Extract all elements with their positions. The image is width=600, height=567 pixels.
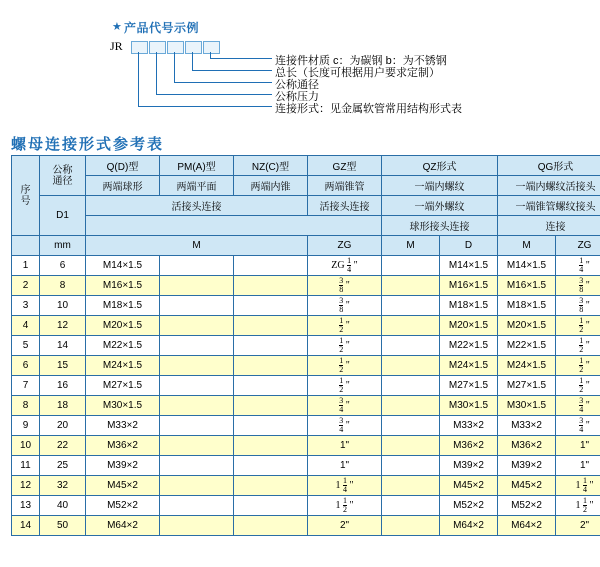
legend-label-connection-type: 连接形式：见金属软管常用结构形式表 — [275, 103, 462, 115]
header-unit-zg2: ZG — [556, 236, 600, 256]
cell-gz: $\frac{1}{2}$ " — [308, 376, 382, 396]
table-row — [12, 516, 600, 536]
cell-nz — [234, 456, 308, 476]
cell-qg-zg: 1 $\frac{1}{4}$ " — [556, 476, 600, 496]
header-desc-pm: 两端平面 — [160, 176, 234, 196]
cell-pm — [160, 396, 234, 416]
cell-qd: M16×1.5 — [86, 276, 160, 296]
header-row-desc1 — [12, 176, 600, 196]
cell-nz — [234, 276, 308, 296]
cell-qz-m — [382, 416, 440, 436]
header-row-desc3 — [12, 216, 600, 236]
cell-seq: 13 — [12, 496, 40, 516]
header-unit-mm: mm — [40, 236, 86, 256]
cell-qz-d: M30×1.5 — [440, 396, 498, 416]
header-connect: 连接 — [498, 216, 600, 236]
code-box-3 — [167, 41, 184, 54]
header-unit-d: D — [440, 236, 498, 256]
cell-dn: 6 — [40, 256, 86, 276]
cell-qz-d: M18×1.5 — [440, 296, 498, 316]
cell-gz: $\frac{3}{4}$ " — [308, 396, 382, 416]
cell-qz-m — [382, 516, 440, 536]
cell-qg-zg: $\frac{3}{4}$ " — [556, 416, 600, 436]
header-sub-taper-joint: 一端锥管螺纹接头 — [498, 196, 600, 216]
leader-h-3 — [174, 82, 272, 83]
cell-dn: 50 — [40, 516, 86, 536]
header-unit-m2: M — [382, 236, 440, 256]
leader-h-4 — [192, 70, 272, 71]
product-code-legend — [0, 0, 600, 128]
cell-seq: 7 — [12, 376, 40, 396]
cell-qd: M45×2 — [86, 476, 160, 496]
header-desc-nz: 两端内锥 — [234, 176, 308, 196]
star-icon: ★ — [112, 21, 122, 33]
cell-qz-m — [382, 296, 440, 316]
cell-pm — [160, 416, 234, 436]
cell-seq: 2 — [12, 276, 40, 296]
cell-seq: 1 — [12, 256, 40, 276]
cell-qz-m — [382, 276, 440, 296]
cell-qd: M36×2 — [86, 436, 160, 456]
cell-gz: $\frac{1}{2}$ " — [308, 356, 382, 376]
header-desc-qg: 一端内螺纹活接头 — [498, 176, 600, 196]
cell-qd: M24×1.5 — [86, 356, 160, 376]
table-row — [12, 256, 600, 276]
cell-qg-m: M14×1.5 — [498, 256, 556, 276]
cell-dn: 32 — [40, 476, 86, 496]
cell-qg-zg: 2" — [556, 516, 600, 536]
cell-qd: M33×2 — [86, 416, 160, 436]
cell-qg-m: M39×2 — [498, 456, 556, 476]
header-row-types — [12, 156, 600, 176]
nut-connection-table-wrap — [11, 155, 596, 536]
header-ball-joint: 球形接头连接 — [382, 216, 498, 236]
header-dn: 公称通径 — [40, 156, 86, 196]
cell-qg-zg: $\frac{3}{8}$ " — [556, 296, 600, 316]
header-unit-m: M — [86, 236, 308, 256]
cell-qz-d: M20×1.5 — [440, 316, 498, 336]
table-row — [12, 496, 600, 516]
cell-dn: 14 — [40, 336, 86, 356]
cell-qz-m — [382, 356, 440, 376]
leader-v-4 — [192, 52, 193, 70]
cell-qg-m: M30×1.5 — [498, 396, 556, 416]
cell-qz-m — [382, 336, 440, 356]
table-row — [12, 336, 600, 356]
leader-v-3 — [174, 52, 175, 82]
header-type-gz: GZ型 — [308, 156, 382, 176]
table-row — [12, 456, 600, 476]
code-box-1 — [131, 41, 148, 54]
code-box-5 — [203, 41, 220, 54]
cell-pm — [160, 296, 234, 316]
cell-qz-m — [382, 396, 440, 416]
cell-qg-m: M24×1.5 — [498, 356, 556, 376]
cell-qd: M39×2 — [86, 456, 160, 476]
cell-qg-zg: 1" — [556, 456, 600, 476]
header-type-qd: Q(D)型 — [86, 156, 160, 176]
cell-dn: 15 — [40, 356, 86, 376]
header-type-nz: NZ(C)型 — [234, 156, 308, 176]
cell-gz: 1" — [308, 456, 382, 476]
header-type-qg: QG形式 — [498, 156, 600, 176]
cell-qz-m — [382, 436, 440, 456]
cell-qz-m — [382, 376, 440, 396]
table-row — [12, 356, 600, 376]
cell-dn: 8 — [40, 276, 86, 296]
code-prefix: JR — [110, 39, 123, 53]
table-body — [12, 256, 600, 536]
cell-qz-d: M24×1.5 — [440, 356, 498, 376]
cell-qg-zg: $\frac{1}{2}$ " — [556, 336, 600, 356]
cell-nz — [234, 516, 308, 536]
cell-qg-zg: $\frac{1}{2}$ " — [556, 356, 600, 376]
cell-qg-zg: $\frac{1}{2}$ " — [556, 316, 600, 336]
header-desc-qd: 两端球形 — [86, 176, 160, 196]
header-type-pm: PM(A)型 — [160, 156, 234, 176]
cell-qg-m: M64×2 — [498, 516, 556, 536]
cell-qz-m — [382, 456, 440, 476]
code-box-4 — [185, 41, 202, 54]
cell-seq: 12 — [12, 476, 40, 496]
cell-pm — [160, 336, 234, 356]
table-row — [12, 476, 600, 496]
header-desc-gz: 两端锥管 — [308, 176, 382, 196]
cell-qg-m: M20×1.5 — [498, 316, 556, 336]
cell-pm — [160, 256, 234, 276]
nut-connection-table — [11, 155, 600, 536]
cell-gz: 1" — [308, 436, 382, 456]
header-desc-qz: 一端内螺纹 — [382, 176, 498, 196]
cell-dn: 40 — [40, 496, 86, 516]
header-d1: D1 — [40, 196, 86, 236]
cell-qz-d: M64×2 — [440, 516, 498, 536]
cell-dn: 22 — [40, 436, 86, 456]
cell-qz-d: M27×1.5 — [440, 376, 498, 396]
cell-qd: M18×1.5 — [86, 296, 160, 316]
cell-qg-zg: $\frac{3}{4}$ " — [556, 396, 600, 416]
cell-seq: 4 — [12, 316, 40, 336]
cell-dn: 12 — [40, 316, 86, 336]
legend-label-material: 连接件材质 c：为碳钢 b：为不锈钢 — [275, 55, 447, 67]
cell-qz-d: M45×2 — [440, 476, 498, 496]
leader-h-1 — [138, 106, 272, 107]
cell-qg-m: M33×2 — [498, 416, 556, 436]
cell-qz-d: M22×1.5 — [440, 336, 498, 356]
cell-nz — [234, 316, 308, 336]
cell-seq: 14 — [12, 516, 40, 536]
table-row — [12, 316, 600, 336]
cell-nz — [234, 376, 308, 396]
cell-qd: M52×2 — [86, 496, 160, 516]
legend-label-length: 总长（长度可根据用户要求定制） — [275, 67, 440, 79]
cell-qg-m: M22×1.5 — [498, 336, 556, 356]
cell-pm — [160, 436, 234, 456]
cell-seq: 9 — [12, 416, 40, 436]
cell-gz: $\frac{3}{8}$ " — [308, 276, 382, 296]
header-blank-left — [86, 216, 382, 236]
cell-pm — [160, 476, 234, 496]
cell-pm — [160, 456, 234, 476]
cell-nz — [234, 476, 308, 496]
header-unit-m3: M — [498, 236, 556, 256]
cell-qg-zg: 1" — [556, 436, 600, 456]
cell-qz-m — [382, 496, 440, 516]
leader-v-1 — [138, 52, 139, 106]
cell-qg-m: M27×1.5 — [498, 376, 556, 396]
cell-qd: M22×1.5 — [86, 336, 160, 356]
header-sub-union2: 活接头连接 — [308, 196, 382, 216]
header-sub-union: 活接头连接 — [86, 196, 308, 216]
cell-nz — [234, 336, 308, 356]
leader-v-2 — [156, 52, 157, 94]
cell-qg-zg: 1 $\frac{1}{2}$ " — [556, 496, 600, 516]
cell-qg-zg: $\frac{1}{2}$ " — [556, 376, 600, 396]
cell-gz: $\frac{1}{2}$ " — [308, 316, 382, 336]
cell-gz: 1 $\frac{1}{2}$ " — [308, 496, 382, 516]
cell-seq: 11 — [12, 456, 40, 476]
cell-qd: M14×1.5 — [86, 256, 160, 276]
cell-pm — [160, 496, 234, 516]
cell-qd: M20×1.5 — [86, 316, 160, 336]
cell-gz: 1 $\frac{1}{4}$ " — [308, 476, 382, 496]
table-row — [12, 436, 600, 456]
table-row — [12, 416, 600, 436]
legend-title: 产品代号示例 — [124, 21, 200, 35]
legend-label-nominal-pressure: 公称压力 — [275, 91, 319, 103]
header-seq: 序号 — [12, 156, 40, 236]
cell-nz — [234, 396, 308, 416]
cell-pm — [160, 276, 234, 296]
cell-qz-d: M36×2 — [440, 436, 498, 456]
cell-qz-m — [382, 316, 440, 336]
header-sub-ext-thread: 一端外螺纹 — [382, 196, 498, 216]
cell-nz — [234, 416, 308, 436]
cell-seq: 8 — [12, 396, 40, 416]
cell-dn: 16 — [40, 376, 86, 396]
cell-seq: 10 — [12, 436, 40, 456]
cell-qz-m — [382, 256, 440, 276]
cell-nz — [234, 356, 308, 376]
cell-nz — [234, 436, 308, 456]
cell-qg-m: M16×1.5 — [498, 276, 556, 296]
cell-qg-m: M45×2 — [498, 476, 556, 496]
cell-qg-m: M36×2 — [498, 436, 556, 456]
cell-seq: 3 — [12, 296, 40, 316]
cell-gz: ZG $\frac{1}{4}$ " — [308, 256, 382, 276]
cell-gz: $\frac{1}{2}$ " — [308, 336, 382, 356]
cell-pm — [160, 356, 234, 376]
cell-pm — [160, 516, 234, 536]
cell-qd: M27×1.5 — [86, 376, 160, 396]
cell-nz — [234, 296, 308, 316]
cell-qg-zg: $\frac{1}{4}$ " — [556, 256, 600, 276]
code-box-2 — [149, 41, 166, 54]
cell-qz-d: M39×2 — [440, 456, 498, 476]
table-row — [12, 276, 600, 296]
header-unit-seq — [12, 236, 40, 256]
cell-gz: $\frac{3}{4}$ " — [308, 416, 382, 436]
cell-seq: 6 — [12, 356, 40, 376]
cell-qg-m: M18×1.5 — [498, 296, 556, 316]
cell-dn: 25 — [40, 456, 86, 476]
header-row-units — [12, 236, 600, 256]
cell-qz-d: M33×2 — [440, 416, 498, 436]
cell-dn: 20 — [40, 416, 86, 436]
cell-dn: 10 — [40, 296, 86, 316]
header-type-qz: QZ形式 — [382, 156, 498, 176]
cell-pm — [160, 316, 234, 336]
cell-qg-m: M52×2 — [498, 496, 556, 516]
cell-pm — [160, 376, 234, 396]
table-row — [12, 396, 600, 416]
cell-dn: 18 — [40, 396, 86, 416]
cell-qz-m — [382, 476, 440, 496]
header-unit-zg: ZG — [308, 236, 382, 256]
cell-qd: M64×2 — [86, 516, 160, 536]
leader-h-2 — [156, 94, 272, 95]
cell-qz-d: M16×1.5 — [440, 276, 498, 296]
cell-gz: 2" — [308, 516, 382, 536]
cell-qz-d: M52×2 — [440, 496, 498, 516]
cell-nz — [234, 256, 308, 276]
cell-seq: 5 — [12, 336, 40, 356]
cell-qg-zg: $\frac{3}{8}$ " — [556, 276, 600, 296]
table-row — [12, 296, 600, 316]
leader-h-5 — [210, 58, 272, 59]
cell-qd: M30×1.5 — [86, 396, 160, 416]
legend-label-nominal-diameter: 公称通径 — [275, 79, 319, 91]
table-head — [12, 156, 600, 256]
header-row-desc2 — [12, 196, 600, 216]
table-row — [12, 376, 600, 396]
cell-qz-d: M14×1.5 — [440, 256, 498, 276]
page-title: 螺母连接形式参考表 — [11, 136, 165, 153]
cell-nz — [234, 496, 308, 516]
cell-gz: $\frac{3}{8}$ " — [308, 296, 382, 316]
